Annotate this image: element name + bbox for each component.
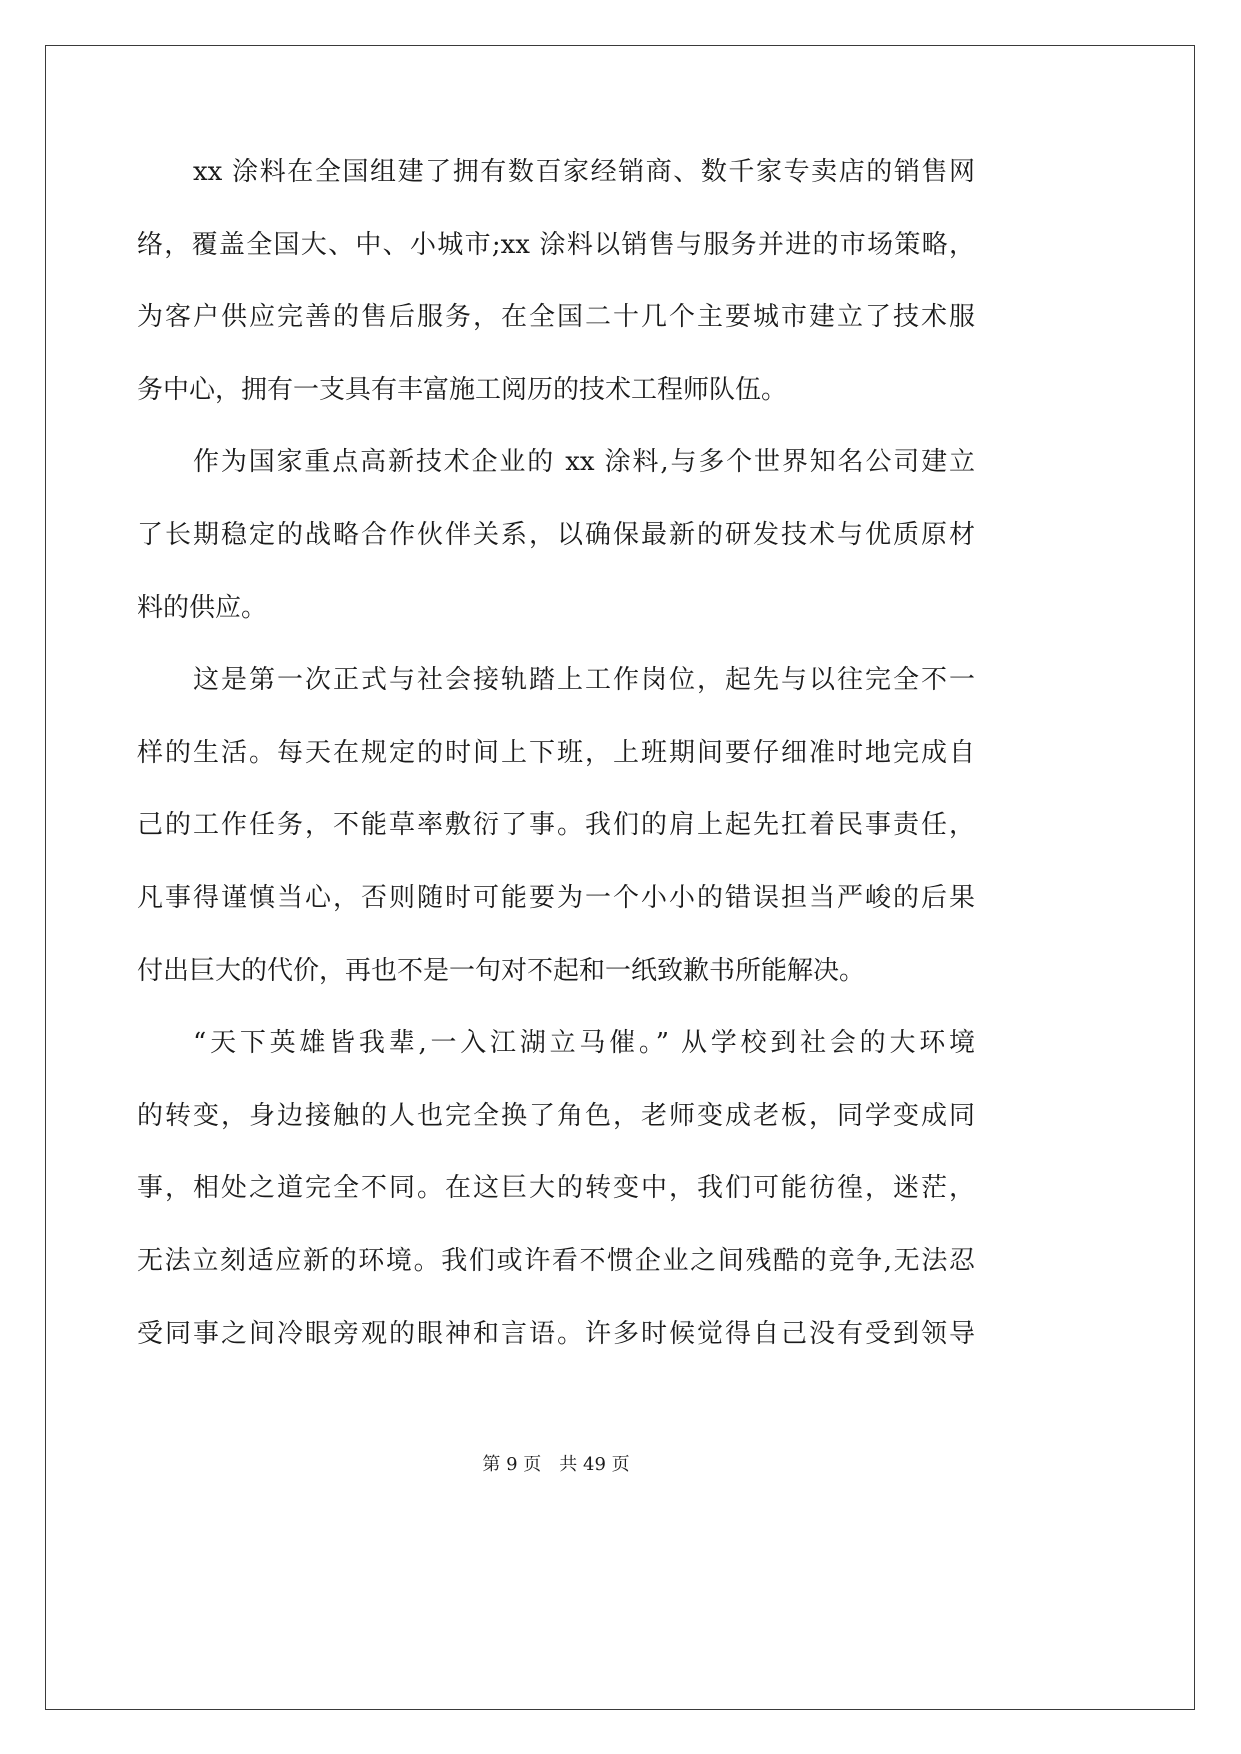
text-line: 务中心，拥有一支具有丰富施工阅历的技术工程师队伍。 — [137, 374, 788, 405]
page-footer — [137, 1452, 975, 1478]
text-line: “天下英雄皆我辈,一入江湖立马催。” 从学校到社会的大环境 — [193, 1028, 975, 1059]
text-line: 受同事之间冷眼旁观的眼神和言语。许多时候觉得自己没有受到领导 — [137, 1318, 975, 1349]
text-line: 付出巨大的代价，再也不是一句对不起和一纸致歉书所能解决。 — [137, 955, 866, 986]
page-number-label: 第 9 页 — [482, 1454, 542, 1475]
text-line: 事，相处之道完全不同。在这巨大的转变中，我们可能彷徨，迷茫， — [137, 1173, 975, 1204]
text-line: 作为国家重点高新技术企业的 xx 涂料,与多个世界知名公司建立 — [193, 447, 975, 478]
paragraph-1 — [137, 136, 975, 426]
paragraph-2 — [137, 426, 975, 644]
text-line: 己的工作任务，不能草率敷衍了事。我们的肩上起先扛着民事责任， — [137, 810, 975, 841]
document-body — [137, 136, 975, 1370]
paragraph-4 — [137, 1007, 975, 1370]
text-line: 无法立刻适应新的环境。我们或许看不惯企业之间残酷的竞争,无法忍 — [137, 1245, 975, 1276]
total-pages-label: 共 49 页 — [559, 1454, 630, 1475]
text-line: 凡事得谨慎当心，否则随时可能要为一个小小的错误担当严峻的后果 — [137, 882, 975, 913]
text-line: 为客户供应完善的售后服务，在全国二十几个主要城市建立了技术服 — [137, 302, 975, 333]
text-line: xx 涂料在全国组建了拥有数百家经销商、数千家专卖店的销售网 — [193, 157, 975, 187]
text-line: 样的生活。每天在规定的时间上下班，上班期间要仔细准时地完成自 — [137, 737, 975, 768]
paragraph-3 — [137, 644, 975, 1007]
text-line: 络，覆盖全国大、中、小城市;xx 涂料以销售与服务并进的市场策略， — [137, 229, 975, 260]
text-line: 料的供应。 — [137, 592, 268, 623]
text-line: 这是第一次正式与社会接轨踏上工作岗位，起先与以往完全不一 — [193, 665, 975, 696]
text-line: 的转变，身边接触的人也完全换了角色，老师变成老板，同学变成同 — [137, 1100, 975, 1131]
text-line: 了长期稳定的战略合作伙伴关系，以确保最新的研发技术与优质原材 — [137, 519, 975, 550]
